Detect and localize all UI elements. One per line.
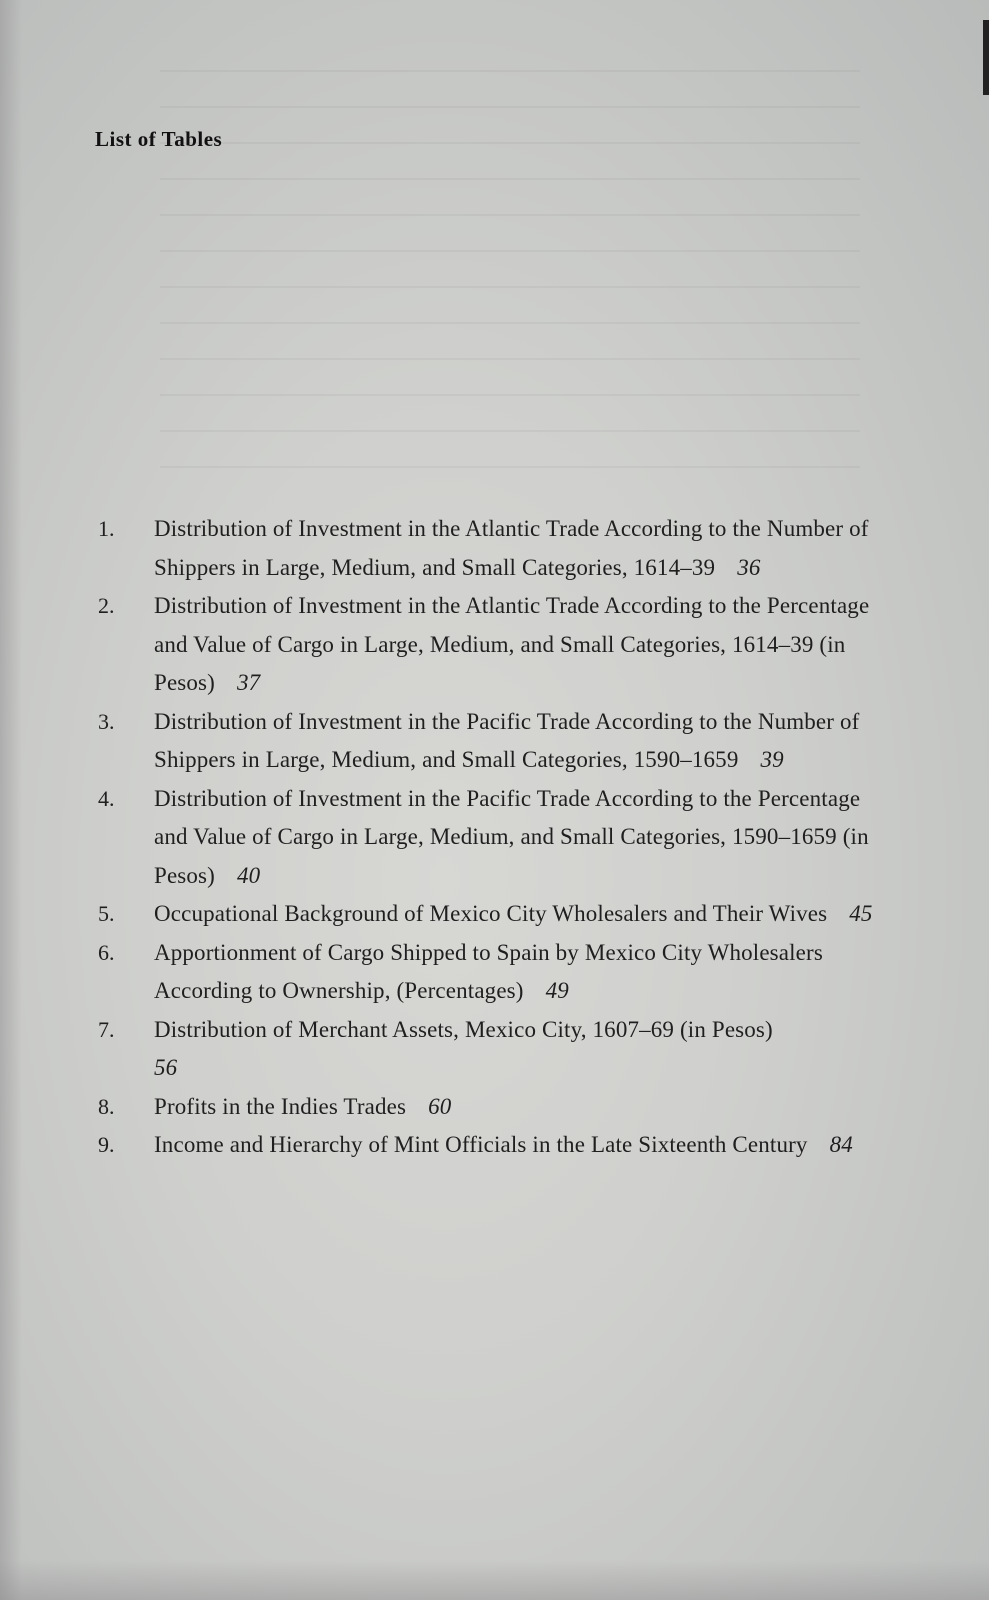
entry-title: Profits in the Indies Trades (154, 1093, 407, 1119)
entry-page: 45 (849, 901, 873, 926)
entry-number: 8. (98, 1093, 115, 1119)
entry-number: 1. (98, 516, 115, 541)
page-gutter-shadow (0, 0, 22, 1600)
entry-number: 7. (98, 1016, 115, 1042)
page-title: List of Tables (95, 127, 223, 151)
list-item (98, 1011, 878, 1088)
list-item (98, 587, 878, 703)
page-edge-mark (983, 20, 989, 95)
entry-number: 5. (98, 901, 115, 926)
table-list (98, 510, 878, 1165)
entry-number: 3. (98, 708, 115, 734)
list-item (98, 1126, 878, 1165)
entry-page: 36 (737, 554, 761, 580)
list-item (98, 934, 878, 1011)
entry-page: 49 (545, 978, 569, 1003)
list-item (98, 780, 878, 896)
entry-title: Distribution of Merchant Assets, Mexico City, 1607–69 (in Pesos) (154, 1016, 773, 1042)
entry-page: 39 (760, 747, 784, 772)
entry-text (154, 1088, 878, 1127)
entry-text (154, 1126, 878, 1165)
page-bottom-shadow (0, 1560, 989, 1600)
entry-number: 9. (98, 1132, 115, 1157)
entry-page: 40 (236, 862, 261, 888)
entry-number: 2. (98, 593, 115, 618)
entry-title: Distribution of Investment in the Pacific Trade According to the Percentage and Value of Cargo in Large, Medium, and Small Categories, 1590–1659 (in Pesos) (154, 785, 869, 888)
entry-text (154, 510, 878, 587)
entry-text (154, 934, 878, 1011)
entry-text (154, 780, 878, 896)
list-item (98, 703, 878, 780)
list-item (98, 895, 878, 934)
entry-text (154, 895, 878, 934)
show-through-text (160, 70, 860, 490)
entry-page: 60 (428, 1093, 452, 1119)
entry-number: 4. (98, 785, 115, 811)
entry-text (154, 587, 878, 703)
entry-title: Distribution of Investment in the Pacific Trade According to the Number of Shippers in Large, Medium, and Small Categories, 1590–1659 (154, 708, 860, 772)
entry-title: Apportionment of Cargo Shipped to Spain by Mexico City Wholesalers According to Ownership, (Percentages) (154, 939, 823, 1003)
list-item (98, 1088, 878, 1127)
entry-page: 37 (236, 670, 261, 695)
entry-number: 6. (98, 939, 115, 965)
list-item (98, 510, 878, 587)
entry-page: 56 (154, 1055, 178, 1080)
entry-text (154, 1011, 878, 1088)
entry-title: Income and Hierarchy of Mint Officials in the Late Sixteenth Century (154, 1132, 808, 1157)
entry-title: Occupational Background of Mexico City Wholesalers and Their Wives (154, 901, 828, 926)
entry-text (154, 703, 878, 780)
entry-title: Distribution of Investment in the Atlantic Trade According to the Percentage and Value of Cargo in Large, Medium, and Small Categories, 1614–39 (in Pesos) (154, 593, 870, 695)
entry-title: Distribution of Investment in the Atlantic Trade According to the Number of Shippers in Large, Medium, and Small Categories, 1614–39 (154, 516, 869, 580)
entry-page: 84 (829, 1132, 853, 1157)
